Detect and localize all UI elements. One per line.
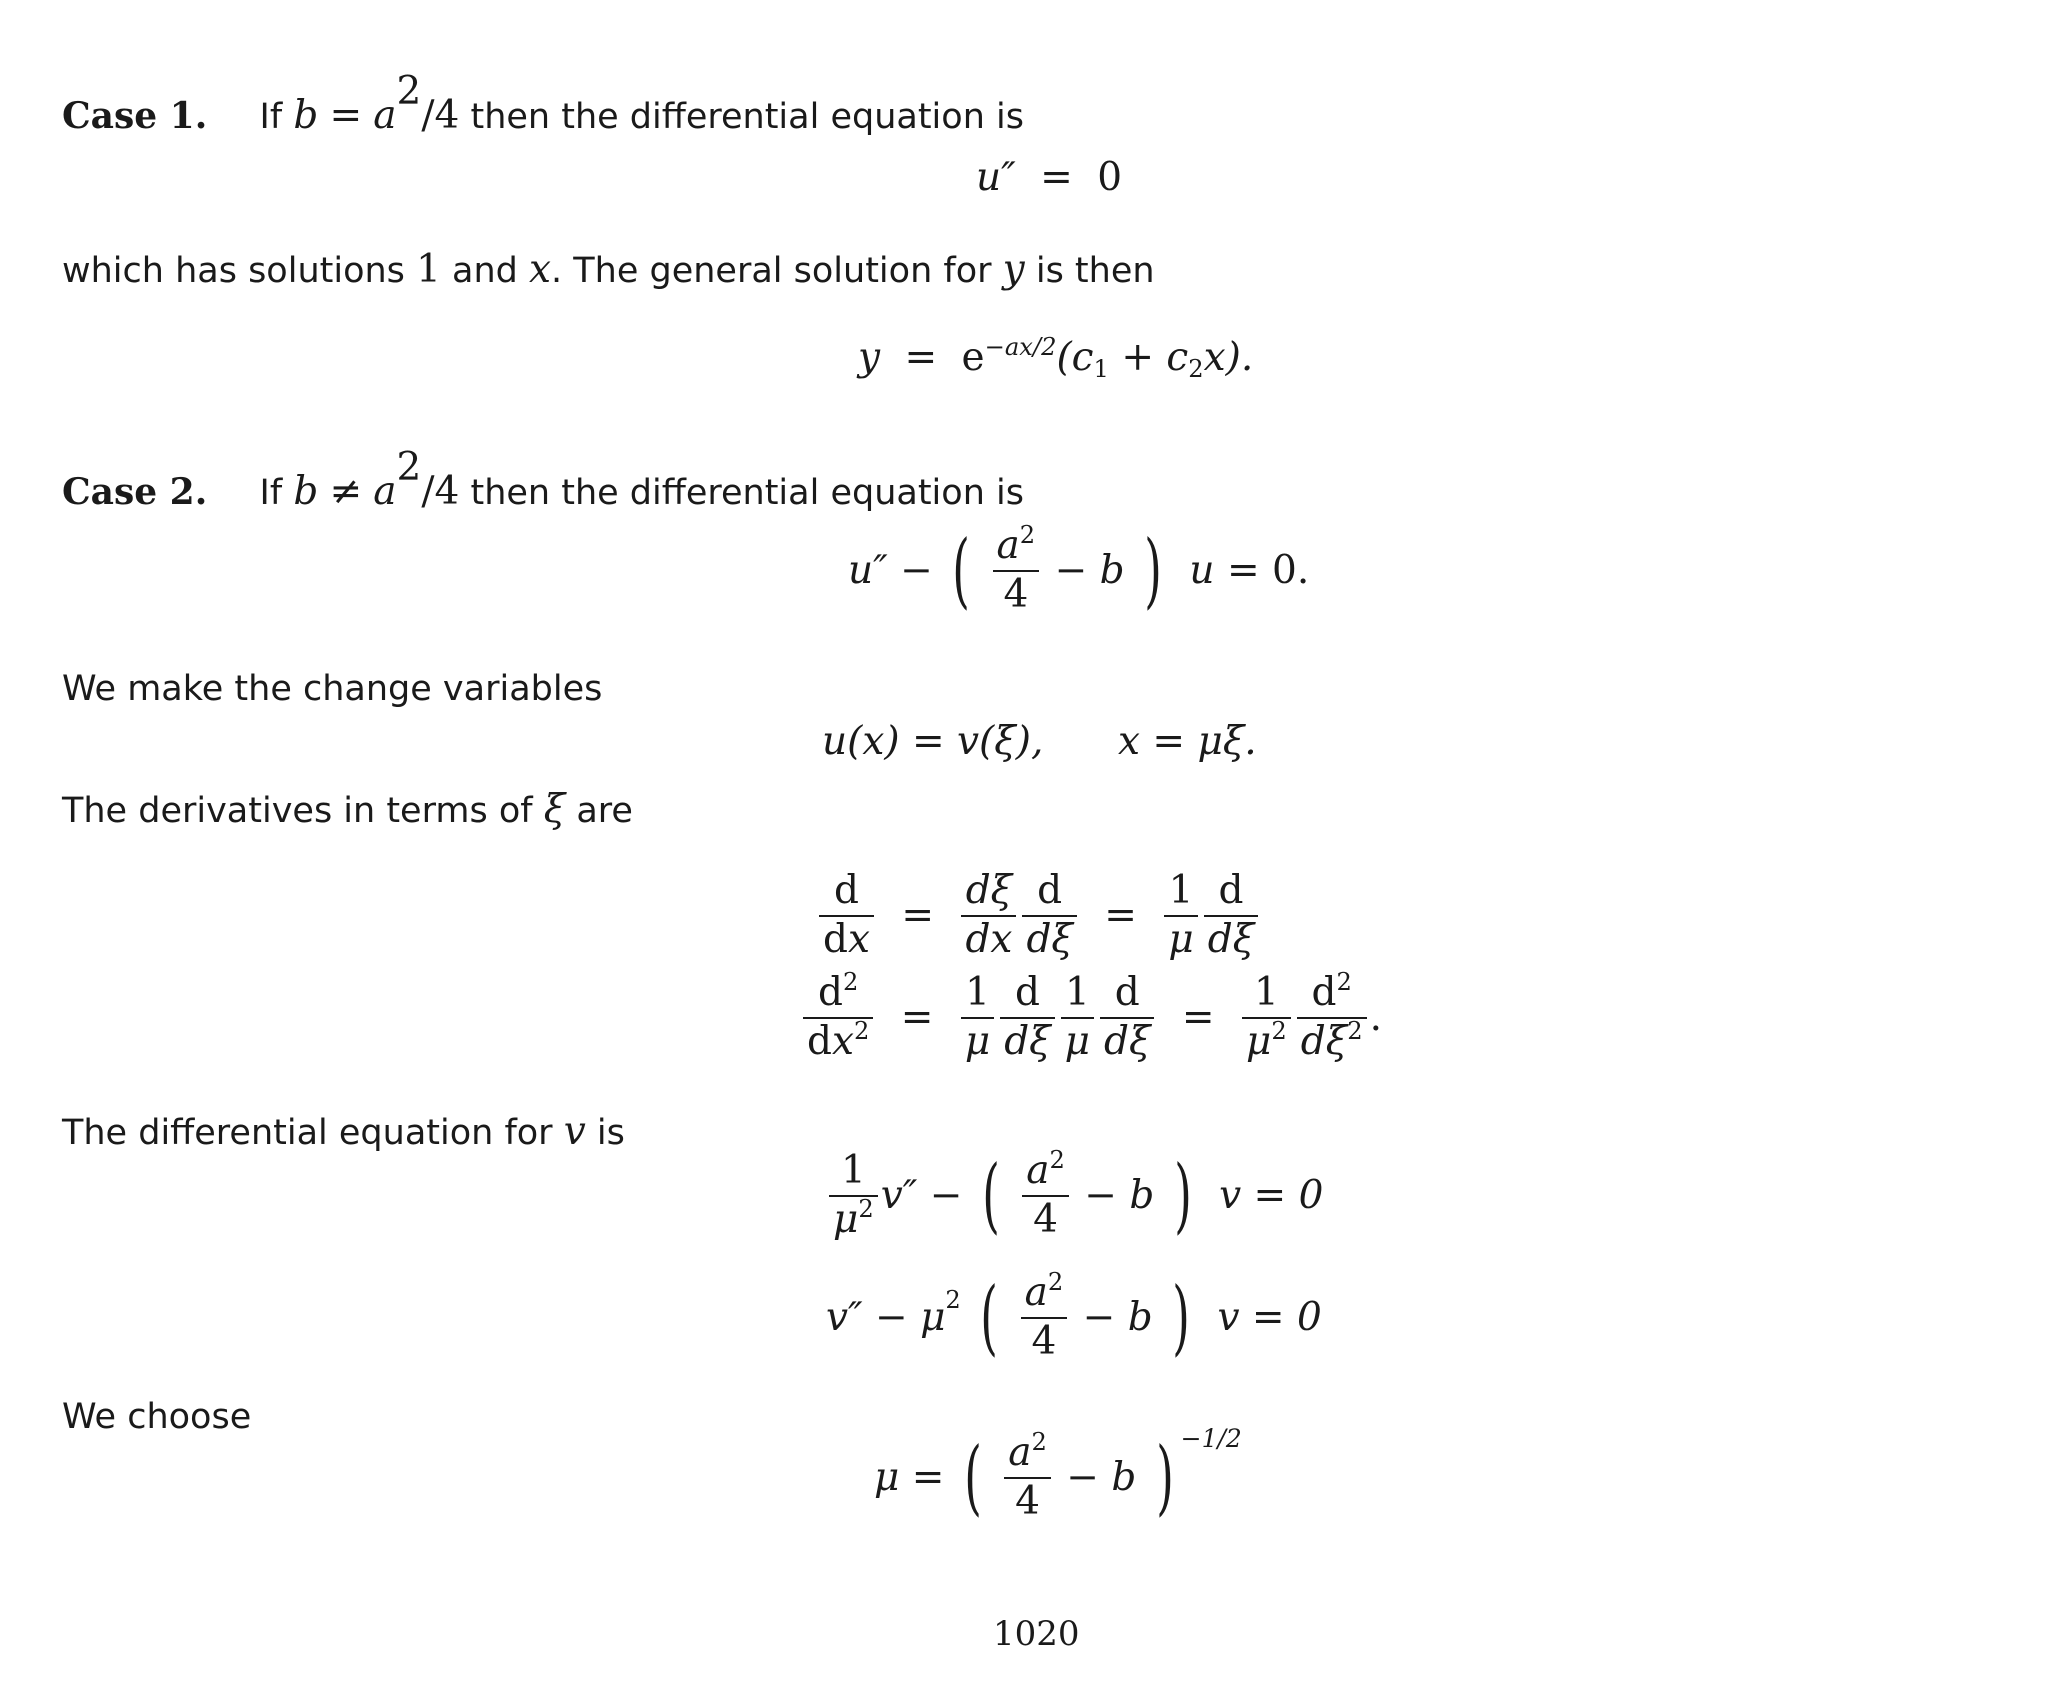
d2-over-dx2: $\frac{d^2}{dx^2}$ (803, 972, 873, 1064)
a2-over-4-v1: $\frac{a^2}{4}$ (1022, 1150, 1069, 1242)
a2-over-4-mu: $\frac{a^2}{4}$ (1004, 1432, 1051, 1524)
dxi-den2: dξ (1207, 916, 1255, 962)
one-a: 1 (961, 972, 994, 1019)
gen-c2-sub: 2 (1188, 354, 1204, 383)
case1-intro (62, 69, 1024, 139)
dxi-den: dξ (1026, 916, 1073, 962)
d3: d (1204, 870, 1258, 917)
dxi-num: dξ (961, 870, 1016, 917)
case1-equation (976, 155, 1123, 200)
case2-cond-rel: ≠ (329, 469, 363, 515)
case2-if: If (259, 473, 283, 514)
case2-then: then the differential equation is (470, 473, 1024, 514)
gen-c1-sub: 1 (1093, 354, 1109, 383)
gen-open: (c (1056, 335, 1094, 380)
frac-sq: 2 (1019, 521, 1036, 550)
dxi-a: dξ (1004, 1018, 1051, 1064)
four-v2: 4 (1031, 1318, 1057, 1364)
v-text-b: is (596, 1113, 625, 1153)
sol-text-a: which has solutions (62, 251, 405, 291)
d1: d (819, 870, 874, 917)
gen-y: y (858, 335, 881, 380)
d2: d (1022, 870, 1076, 917)
v-line1-end: v = 0 (1219, 1173, 1324, 1219)
mu-a: μ (964, 1018, 991, 1064)
sol-and: and (452, 251, 518, 291)
dx-den: dx (965, 916, 1013, 962)
case2-equation (848, 521, 1310, 618)
derivs-text (62, 787, 633, 832)
one-over-mu2: $\frac{1}{\mu^2}$ (1242, 972, 1291, 1064)
case1-cond-rel: = (329, 93, 363, 139)
case2-cond-a: a (373, 469, 397, 515)
one-v: 1 (829, 1150, 878, 1197)
d2-over-dxi2: $\frac{d^2}{d\xi^2}$ (1297, 972, 1367, 1064)
four-v1: 4 (1033, 1196, 1058, 1242)
d-over-dxi (1022, 870, 1076, 962)
v-text-a: The differential equation for (62, 1113, 553, 1153)
case1-general-solution (858, 333, 1254, 383)
one-over-mu2-v: $\frac{1}{\mu^2}$ (829, 1150, 878, 1242)
case2-cond-sq: 2 (396, 445, 422, 490)
case1-cond-sq: 2 (396, 69, 422, 114)
sol-one: 1 (416, 247, 441, 292)
case1-then: then the differential equation is (470, 97, 1024, 138)
first-derivative-line (816, 870, 1261, 962)
case2-eq-u: u (1189, 548, 1215, 594)
lp-v1: ( (982, 1147, 1000, 1243)
change-right: x = μξ. (1118, 719, 1257, 764)
lp-mu: ( (964, 1429, 982, 1525)
case2-intro (62, 445, 1024, 515)
one-over-mu-b (1061, 972, 1094, 1064)
v-symbol: v (563, 1109, 586, 1154)
gen-close: x). (1203, 335, 1254, 380)
case2-eq-tail: = 0. (1226, 548, 1310, 594)
d-over-dxi-2 (1204, 870, 1258, 962)
rp-mu: ) (1155, 1429, 1174, 1525)
minus-b-mu: − b (1066, 1455, 1137, 1501)
a2-over-4 (993, 521, 1040, 617)
eq3: = (900, 995, 934, 1041)
case2-cond-b: b (293, 469, 319, 515)
one-over-mu (1164, 870, 1197, 962)
d-over-dxi-a (1000, 972, 1054, 1064)
minus-b: − b (1054, 548, 1125, 594)
mu-choice (874, 1424, 1242, 1525)
v-line2-head: v″ − μ (826, 1295, 946, 1341)
mu-exponent: −1/2 (1180, 1424, 1242, 1453)
v-line2-end: v = 0 (1217, 1295, 1322, 1341)
case1-if: If (259, 97, 283, 138)
case2-cond-rest: /4 (421, 469, 460, 515)
lp-v2: ( (980, 1269, 998, 1365)
change-text: We make the change variables (62, 669, 603, 709)
derivs-text-b: are (576, 791, 633, 831)
dxi-over-dx (961, 870, 1016, 962)
case1-eq-lhs: u″ (976, 155, 1016, 200)
minus-b-v1: − b (1084, 1173, 1155, 1219)
mu-lhs: μ = (874, 1455, 945, 1501)
sol-x: x (529, 247, 552, 292)
v-equation-line2: $v'' - \mu^2$ ( $\frac{a^2}{4}$ − b ) v = 0 (826, 1268, 1322, 1365)
case1-eq-rhs: 0 (1097, 155, 1123, 200)
eq2: = (1104, 893, 1137, 939)
eq4: = (1181, 995, 1215, 1041)
one-over-mu-a (961, 972, 994, 1064)
case1-label: Case 1. (62, 95, 208, 138)
second-derivative-line (800, 968, 1382, 1064)
minus-b-v2: − b (1082, 1295, 1153, 1341)
d-over-dx: $\frac{d}{dx}$ (819, 870, 874, 962)
rp-v2: ) (1172, 1269, 1190, 1365)
rp-v1: ) (1173, 1147, 1192, 1243)
case2-label: Case 2. (62, 471, 208, 514)
one-c: 1 (1242, 972, 1291, 1019)
derivs-text-a: The derivatives in terms of (62, 791, 533, 831)
sol-text-c: is then (1035, 251, 1155, 291)
right-paren: ) (1144, 522, 1162, 618)
gen-plus: + c (1121, 335, 1189, 380)
sol-y: y (1002, 247, 1025, 292)
gen-rel: = (904, 335, 938, 380)
mu1: μ (1168, 916, 1194, 962)
one1: 1 (1164, 870, 1197, 917)
case1-cond-rest: /4 (421, 93, 460, 139)
case1-cond-a: a (373, 93, 397, 139)
period: . (1369, 995, 1382, 1041)
frac-a: a (996, 523, 1020, 568)
left-paren: ( (952, 522, 970, 618)
gen-exp: −ax/2 (984, 333, 1057, 362)
v-eq-text (62, 1109, 625, 1154)
page-number: 1020 (993, 1614, 1080, 1654)
four-mu: 4 (1015, 1478, 1040, 1524)
v-line1-tail: v″ − (880, 1173, 963, 1219)
mu-b: μ (1064, 1018, 1091, 1064)
a2-over-4-v2: $\frac{a^2}{4}$ (1021, 1272, 1068, 1364)
eq1: = (901, 893, 935, 939)
change-left: u(x) = v(ξ), (822, 719, 1044, 764)
d-over-dxi-b (1100, 972, 1154, 1064)
sol-text-b: . The general solution for (551, 251, 992, 291)
case2-eq-lhs: u″ − (848, 548, 933, 594)
case1-cond-b: b (293, 93, 319, 139)
d-a: d (1000, 972, 1054, 1019)
one-b: 1 (1061, 972, 1094, 1019)
case1-solutions-text (62, 247, 1155, 292)
d-b: d (1100, 972, 1154, 1019)
choose-text: We choose (62, 1397, 252, 1437)
v-equation-line1 (826, 1146, 1324, 1243)
derivs-xi: ξ (543, 787, 566, 832)
dxi-b: dξ (1104, 1018, 1151, 1064)
case1-eq-rel: = (1040, 155, 1073, 200)
frac-four: 4 (1003, 571, 1029, 617)
gen-e: e (961, 335, 985, 380)
